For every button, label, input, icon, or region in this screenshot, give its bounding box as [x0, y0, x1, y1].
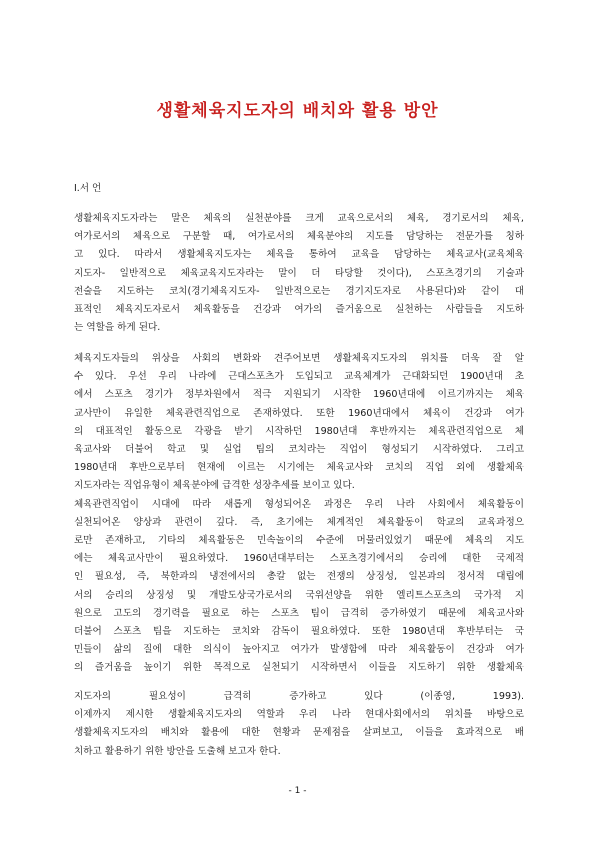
paragraph-2 [74, 350, 524, 678]
page-number: - 1 - [288, 786, 307, 796]
text-line: 표적인 체육지도자로서 체육활동을 건강과 여가의 즐거움으로 실천하는 사람들을 지도하 [74, 304, 524, 316]
text-line: 지도자의 필요성이 급격히 증가하고 있다 (이종영, 1993). [74, 691, 524, 702]
text-line: 원으로 고도의 경기력을 필요로 하는 스포츠 팀이 급격히 증가하였기 때문에 체육교사와 [74, 607, 524, 619]
text-line: 의 대표적인 활동으로 각광을 받기 시작하던 1980년대 후반까지는 체육관련직업으로 체 [74, 425, 524, 437]
text-line: 서의 승리의 상징성 및 개발도상국가로서의 국위선양을 위한 엘리트스포츠의 국가적 지 [74, 589, 524, 601]
text-line: 에서 스포츠 경기가 정부차원에서 적극 지원되기 시작한 1960년대에 이르기까지는 체육 [74, 389, 524, 401]
text-line: 1980년대 후반으로부터 현재에 이르는 시기에는 체육교사와 코치의 직업 외에 생활체육 [74, 462, 524, 474]
paragraph-3 [74, 688, 524, 761]
text-line: 실천되어온 양상과 관련이 깊다. 즉, 초기에는 체계적인 체육활동이 학교의 교육과정으 [74, 516, 524, 528]
text-line: 치하고 활용하기 위한 방안을 도출해 보고자 한다. [74, 745, 281, 757]
text-line: 수 있다. 우선 우리 나라에 근대스포츠가 도입되고 교육체계가 근대화되던 1900년대 초 [74, 371, 524, 383]
text-line: 민들이 삶의 질에 대한 의식이 높아지고 여가가 발생함에 따라 체육활동이 건강과 여가 [74, 644, 524, 656]
text-line: 생활체육지도자의 배치와 활용에 대한 현황과 문제점을 살펴보고, 이들을 효과적으로 배 [74, 727, 524, 739]
text-line: 체육관련직업이 시대에 따라 새롭게 형성되어온 과정은 우리 나라 사회에서 체육활동이 [74, 498, 524, 510]
text-line: 교사만이 유일한 체육관련직업으로 존재하였다. 또한 1960년대에서 체육이 건강과 여가 [74, 407, 524, 419]
document-title: 생활체육지도자의 배치와 활용 방안 [156, 101, 439, 121]
text-line: 고 있다. 따라서 생활체육지도자는 체육을 통하여 교육을 담당하는 체육교사(교육체육 [74, 249, 524, 261]
text-line: 여가로서의 체육으로 구분할 때, 여가로서의 체육분야의 지도를 담당하는 전문가를 칭하 [74, 231, 524, 243]
text-line: 더불어 스포츠 팀을 지도하는 코치와 감독이 필요하였다. 또한 1980년대 후반부터는 국 [74, 626, 524, 638]
text-line: 체육지도자들의 위상을 사회의 변화와 견주어보면 생활체육지도자의 위치를 더욱 잘 알 [74, 353, 524, 364]
text-line: 인 필요성, 즉, 북한과의 냉전에서의 총칼 없는 전쟁의 상징성, 일본과의 정서적 대립에 [74, 571, 524, 583]
paragraph-lines [74, 350, 524, 678]
section-heading-introduction: I.서 언 [74, 183, 102, 194]
paragraph-1 [74, 210, 524, 337]
text-line: 로만 존재하고, 기타의 체육활동은 민속놀이의 수준에 머물러있었기 때문에 체육의 지도 [74, 535, 524, 547]
text-line: 지도자라는 직업유형이 체육분야에 급격한 성장추세를 보이고 있다. [74, 480, 355, 492]
text-line: 전술을 지도하는 코치(경기체육지도자- 일반적으로는 경기지도자로 사용된다)와 같이 대 [74, 285, 524, 297]
paragraph-lines [74, 688, 524, 761]
text-line: 생활체육지도자라는 말은 체육의 실천분야를 크게 교육으로서의 체육, 경기로서의 체육, [74, 213, 524, 224]
text-line: 지도자- 일반적으로 체육교육지도자라는 말이 더 타당할 것이다), 스포츠경기의 기술과 [74, 267, 524, 279]
text-line: 이제까지 제시한 생활체육지도자의 역할과 우리 나라 현대사회에서의 위치를 바탕으로 [74, 709, 524, 721]
text-line: 의 즐거움을 높이기 위한 목적으로 실천되기 시작하면서 이들을 지도하기 위한 생활체육 [74, 662, 524, 674]
paragraph-lines [74, 210, 524, 337]
text-line: 육교사와 더불어 학교 및 실업 팀의 코치라는 직업이 형성되기 시작하였다. 그리고 [74, 444, 524, 456]
text-line: 는 역할을 하게 된다. [74, 322, 161, 334]
text-line: 에는 체육교사만이 필요하였다. 1960년대부터는 스포츠경기에서의 승리에 대한 국제적 [74, 553, 524, 565]
